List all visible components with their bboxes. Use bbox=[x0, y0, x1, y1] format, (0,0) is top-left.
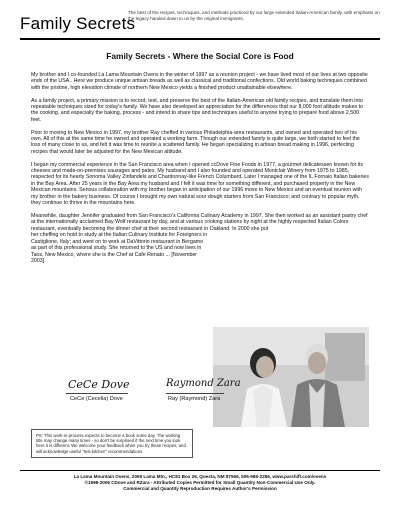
paragraph-ray: Prior to moving to New Mexico in 1997, my brother Ray cheffed in various Philadelphia-area restaurants, and owned and operated two of his own. All of this at the same time he owned and operated a working farm. Though our extended family is quite large, we both started to feel the loss of many close to us, and felt it was time to reunite a scattered family. He began specializing in artisan bread making in 1996, perfecting recipes that would later be adjusted for the New Mexican altitude. bbox=[31, 129, 360, 155]
paragraph-mission: As a family project, a primary mission is to record, test, and preserve the best of the Italian-American old family recipes, and translate them into repeatable techniques sized for today's family. We have also developed an appreciation for the differences that our 8,000 foot altitude makes to the cooking, and especially the baking, process - and intend to share tips and techniques useful to anyone trying to prepare food above 2,500 feet. bbox=[31, 97, 363, 123]
brand-tagline: The best of the recipes, techniques, and methods practiced by our large extended Italian-American family, with emphasis on the legacy handed down to us by the original immigrants. bbox=[128, 10, 380, 21]
signature-name-cece: CeCe (Cecelia) Dove bbox=[70, 396, 123, 402]
signature-name-ray: Ray (Raymond) Zara bbox=[168, 396, 221, 402]
paragraph-cece: I began my commercial experience in the San Francisco area when I opened ccDove Fine Foods in 1977, a gourmet delicatessen known for its cheeses and made-on-premises sausages and pates. My husband and I also founded and operated Montclair Winery from 1975 to 1985, respected for its hearty Sonoma Valley Zinfandels and Chardonnay-like French Columbard. Later I managed one of the IL Fornaio Italian bakeries in the Bay Area. After 25 years in the Bay Area my husband and I felt it was time for something different, and purchased property in the New Mexican mountains. Serious collaboration with my brother began in anticipation of our 1996 move to New Mexico and an eventual reunion with my brother in the bakery business. Of course I brought my own natural sour dough starters from San Francisco; and contrary to popular myth, they continue to thrive in the mountains here. bbox=[31, 161, 369, 207]
paragraph-jennifer: Meanwhile, daughter Jennifer graduated from San Francisco's California Culinary Academy in 1997. She then worked as an assistant pastry chef at the internationally acclaimed Bay Wolf restaurant by day, and at various cooking stations by night at the highly respected Italian Colors restaurant, eventually becoming the dinner chef at their second restaurant in Oakland. In 2000 she put bbox=[31, 212, 368, 232]
article-body bbox=[31, 72, 369, 271]
footer-address: La Lama Mountain Ovens, 2065 Lama Mtn., HC81 Box 26, Questa, NM 87556, 505-586-2286, www.parshift.com/ovens bbox=[73, 474, 327, 479]
page-footer bbox=[20, 474, 380, 492]
photo-illustration bbox=[213, 327, 369, 427]
article-title: Family Secrets - Where the Social Core is Food bbox=[106, 51, 294, 61]
paragraph-intro: My brother and I co-founded La Lama Mountain Ovens in the winter of 1997 as a reunion project - we have lived most of our lives at two opposite ends of the USA.. Here we produce unique artisan breads as well as classical and traditional confections. Old world baking techniques combined with the pristine, high elevation climate of northern New Mexico yields a finished product unattainable elsewhere. bbox=[31, 72, 368, 91]
brand-title: Family Secrets bbox=[20, 14, 136, 33]
footer-copyright: ©1998-2006 CDove and RZara - Attributed Copies Permitted for Small Quantity Non-Commercial Use Only. bbox=[84, 480, 316, 485]
paragraph-jennifer-cont: her cheffing on hold to study at the Italian Culinary Institute for Foreigners in Castiglione, Italy; and went on to work at DaVittorio restaurant in Bergamo as part of this professional study. She returned to the US and now lives in Taos, New Mexico, where she is the Chef at Cafe Renato ... [November 2003]. bbox=[31, 232, 208, 265]
family-photo bbox=[213, 327, 369, 427]
header-rule bbox=[20, 38, 380, 40]
signature-ray: Raymond Zara bbox=[166, 378, 241, 389]
footer-permission: Commercial and Quantity Reproduction Requires Author's Permission bbox=[123, 486, 277, 491]
signature-line-left bbox=[66, 393, 128, 394]
signature-line-right bbox=[166, 393, 224, 394]
footer-rule bbox=[20, 470, 380, 471]
signature-cece: CeCe Dove bbox=[68, 378, 130, 391]
page-header bbox=[20, 8, 380, 42]
ps-note: PS: This work-in-process expects to become a book some day. The working title may change many times - so don't be surprised if the next time you look here it is different. We welcome your feedback when you try these recipes, and will acknowledge useful "test kitchen" recommendations. bbox=[31, 429, 193, 458]
